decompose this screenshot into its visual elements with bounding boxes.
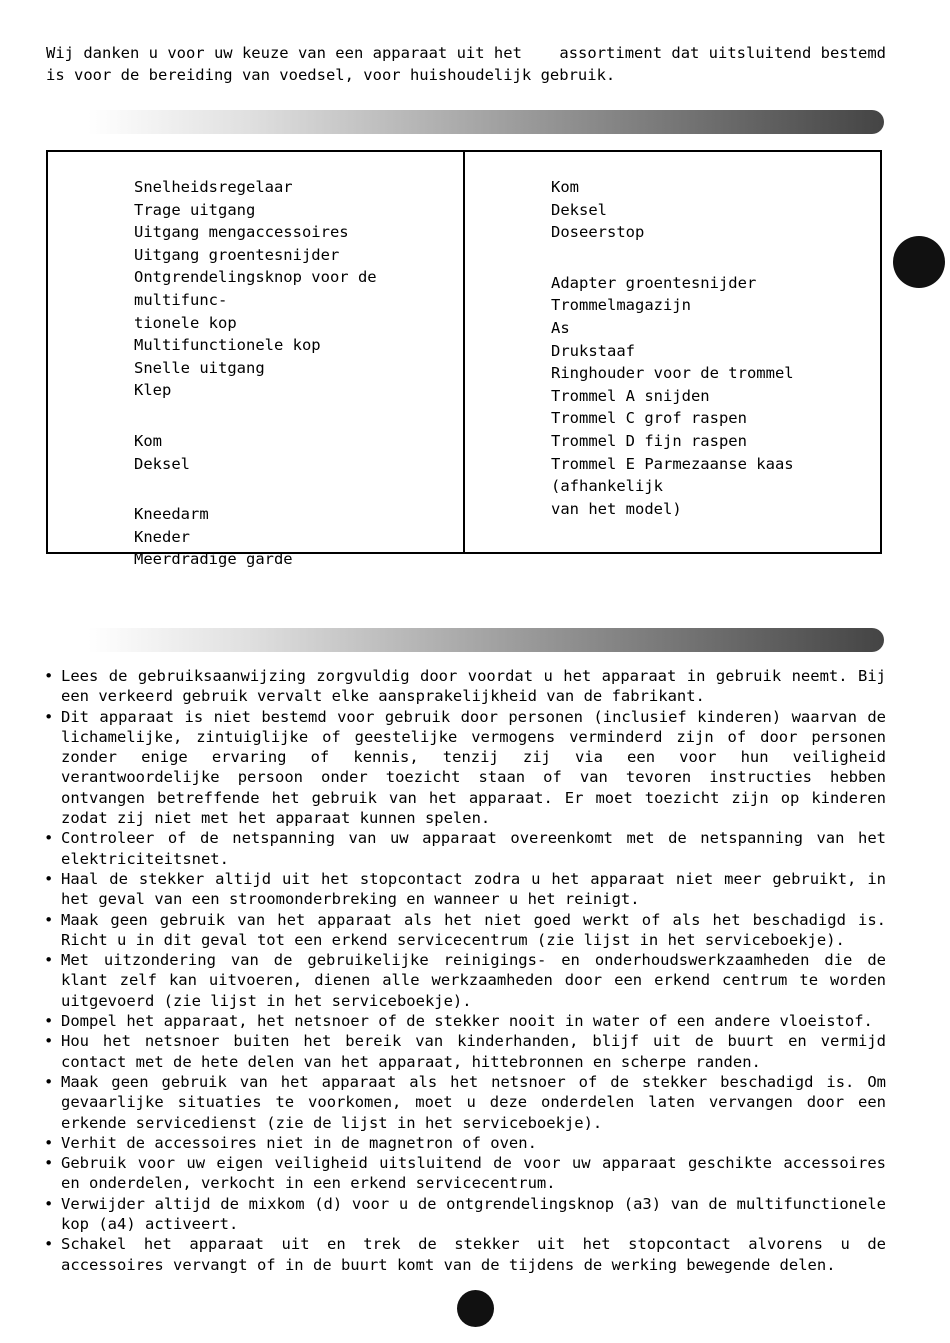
part-item: Snelheidsregelaar	[134, 178, 293, 196]
safety-item: • Verwijder altijd de mixkom (d) voor u de ontgrendelingsknop (a3) van de multifunctionele kop (a4) activeert.	[44, 1194, 886, 1235]
safety-item: • Maak geen gebruik van het apparaat als het netsnoer of de stekker beschadigd is. Om gevaarlijke situaties te voorkomen, moet u deze onderdelen laten vervangen door een erkende servicedienst (zie de lijst in het serviceboekje).	[44, 1072, 886, 1133]
part-item: As	[551, 318, 570, 337]
safety-item: • Dompel het apparaat, het netsnoer of de stekker nooit in water of een andere vloeistof.	[44, 1011, 886, 1031]
safety-item: • Controleer of de netspanning van uw apparaat overeenkomt met de netspanning van het elektriciteitsnet.	[44, 828, 886, 869]
list-spacer	[134, 475, 461, 503]
part-item: tionele kop	[134, 313, 237, 332]
part-item: Ontgrendelingsknop voor de multifunc-	[134, 268, 377, 309]
parts-table	[46, 150, 882, 569]
part-item: Kom	[134, 431, 162, 450]
parts-list-left	[134, 176, 461, 571]
part-item: Kom	[551, 178, 579, 196]
part-item: Kneder	[134, 527, 190, 546]
intro-paragraph	[46, 42, 886, 86]
part-item: Adapter groentesnijder	[551, 273, 757, 292]
part-item: Uitgang groentesnijder	[134, 245, 340, 264]
part-item: Meerdradige garde	[134, 550, 293, 569]
safety-item: • Hou het netsnoer buiten het bereik van kinderhanden, blijf uit de buurt en vermijd contact met de hete delen van het apparaat, hittebronnen en scherpe randen.	[44, 1031, 886, 1072]
safety-item: • Lees de gebruiksaanwijzing zorgvuldig door voordat u het apparaat in gebruik neemt. Bij een verkeerd gebruik vervalt elke aansprakelijkheid van de fabrikant.	[44, 666, 886, 707]
safety-item: • Gebruik voor uw eigen veiligheid uitsluitend de voor uw apparaat geschikte accessoires en onderdelen, verkocht in een erkend servicecentrum.	[44, 1153, 886, 1194]
safety-item: • Schakel het apparaat uit en trek de stekker uit het stopcontact alvorens u de accessoires vervangt of in de buurt komt van de tijdens de werking bewegende delen.	[44, 1234, 886, 1275]
part-item: Doseerstop	[551, 223, 645, 242]
safety-item: • Dit apparaat is niet bestemd voor gebruik door personen (inclusief kinderen) waarvan de lichamelijke, zintuiglijke of geestelijke vermogens verminderd zijn of door personen zonder enige ervaring of kennis, tenzij zij via een voor hun veiligheid verantwoordelijke persoon onder toezicht staan of van tevoren instructies hebben ontvangen betreffende het gebruik van het apparaat. Er moet toezicht zijn op kinderen zodat zij niet met het apparaat kunnen spelen.	[44, 707, 886, 829]
intro-line1-left: Wij danken u voor uw keuze van een apparaat uit het	[46, 44, 522, 62]
part-item: Multifunctionele kop	[134, 336, 321, 355]
part-item: Drukstaaf	[551, 341, 635, 360]
safety-item: • Met uitzondering van de gebruikelijke reinigings- en onderhoudswerkzaamheden die de klant zelf kan uitvoeren, dienen alle werkzaamheden door een erkend centrum te worden uitgevoerd (zie lijst in het serviceboekje).	[44, 950, 886, 1011]
intro-line1-right: assortiment dat uitsluitend bestemd	[559, 44, 886, 62]
part-item: Trommel C grof raspen	[551, 409, 747, 428]
part-item: Kneedarm	[134, 505, 209, 524]
part-item: Klep	[134, 381, 172, 400]
safety-item: • Haal de stekker altijd uit het stopcontact zodra u het apparaat niet meer gebruikt, in het geval van een stroomonderbreking en wanneer u het reinigt.	[44, 869, 886, 910]
safety-item: • Maak geen gebruik van het apparaat als het niet goed werkt of als het beschadigd is. Richt u in dit geval tot een erkend servicecentrum (zie lijst in het serviceboekje).	[44, 910, 886, 951]
page-number-marker	[457, 1290, 494, 1327]
part-item: Deksel	[134, 454, 190, 473]
parts-column-right	[465, 152, 880, 552]
part-item: Trommel E Parmezaanse kaas (afhankelijk	[551, 454, 794, 496]
part-item: Uitgang mengaccessoires	[134, 223, 349, 242]
part-item: Ringhouder voor de trommel	[551, 364, 794, 383]
safety-instructions-list	[44, 666, 886, 1275]
part-item: van het model)	[551, 499, 682, 518]
safety-header-bar	[88, 628, 884, 652]
parts-column-left	[48, 152, 465, 569]
parts-list-right	[551, 176, 878, 520]
safety-item: • Verhit de accessoires niet in de magnetron of oven.	[44, 1133, 886, 1153]
section-header-bar	[88, 110, 884, 134]
language-tab-marker	[893, 236, 945, 288]
part-item: Trommel A snijden	[551, 386, 710, 405]
part-item: Trommel D fijn raspen	[551, 431, 747, 450]
intro-line2: is voor de bereiding van voedsel, voor huishoudelijk gebruik.	[46, 66, 616, 84]
part-item: Trage uitgang	[134, 200, 256, 219]
part-item: Trommelmagazijn	[551, 296, 691, 315]
part-item: Snelle uitgang	[134, 358, 265, 377]
list-spacer	[134, 402, 461, 430]
part-item: Deksel	[551, 200, 607, 219]
list-spacer	[551, 244, 878, 272]
